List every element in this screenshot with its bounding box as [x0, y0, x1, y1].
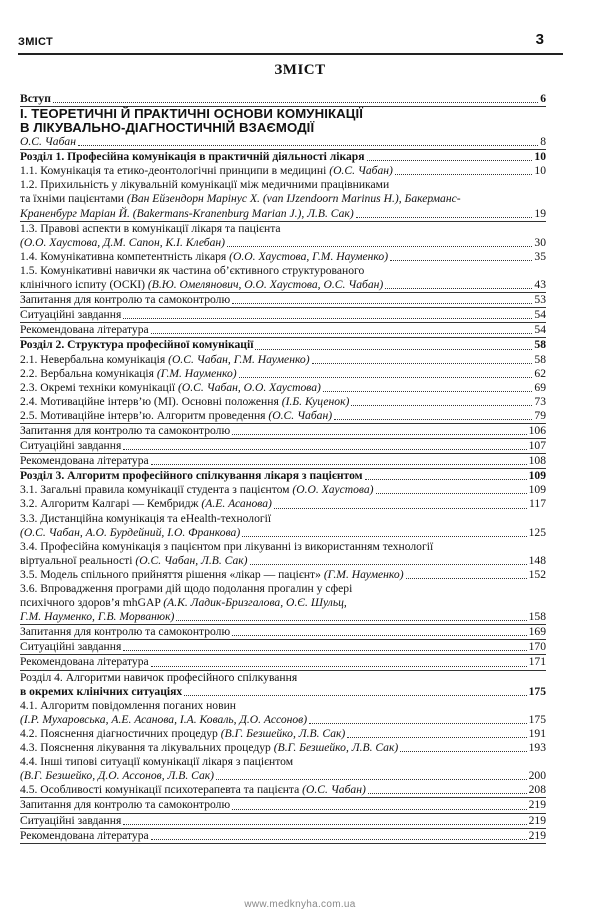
dot-leader [151, 464, 527, 465]
toc-entry[interactable] [20, 568, 546, 582]
toc-entry-text [20, 222, 281, 235]
table-of-contents [20, 92, 546, 844]
toc-entry-text [20, 596, 347, 609]
toc-entry-text [20, 814, 121, 828]
dot-leader [351, 405, 532, 406]
toc-entry-title: Рекомендована література [20, 828, 149, 842]
toc-entry-title: Запитання для контролю та самоконтролю [20, 798, 231, 812]
dot-leader [390, 260, 532, 261]
toc-entry-title: 4.3. Пояснення лікування та лікувальних процедур [20, 741, 274, 755]
toc-entry-title: 2.1. Невербальна комунікація [20, 352, 169, 366]
toc-entry-text [20, 685, 182, 699]
toc-entry-title: 1.2. Прихильність у лікувальній комунікації між медичними працівниками [20, 178, 390, 192]
toc-entry-page: 109 [528, 469, 546, 483]
toc-entry-authors: (О.О. Хаустова, Д.М. Сапон, К.І. Клебан) [20, 235, 226, 249]
toc-entry-title: Рекомендована література [20, 454, 149, 468]
toc-entry-title: Розділ 3. Алгоритм професійного спілкування лікаря з пацієнтом [20, 469, 363, 483]
toc-entry-title: 1.3. Правові аспекти в комунікації лікаря та пацієнта [20, 221, 281, 235]
toc-entry-page: 175 [528, 684, 546, 698]
toc-entry-title: 4.5. Особливості комунікації психотерапевта та пацієнта [20, 783, 303, 797]
dot-leader [309, 723, 527, 724]
toc-entry-text [20, 207, 354, 221]
toc-entry[interactable] [20, 829, 546, 844]
page-number: 3 [535, 31, 544, 48]
toc-line [20, 512, 546, 526]
toc-entry-authors: (О.С. Чабан) [268, 408, 333, 422]
toc-entry-text [20, 582, 352, 595]
toc-entry-page: 158 [528, 610, 546, 624]
toc-entry-title: 3.4. Професійна комунікація з пацієнтом при лікуванні із використанням технології [20, 539, 434, 553]
toc-entry-authors: (О.С. Чабан, О.О. Хаустова) [178, 380, 321, 394]
toc-entry-text [20, 610, 174, 624]
toc-entry[interactable] [20, 381, 546, 395]
toc-entry-title: Запитання для контролю та самоконтролю [20, 423, 231, 437]
dot-leader [274, 508, 527, 509]
page-title: ЗМІСТ [274, 62, 326, 78]
toc-entry[interactable] [20, 483, 546, 497]
toc-entry-text [20, 568, 404, 582]
toc-entry-authors: (О.С. Чабан, Л.В. Сак) [135, 553, 248, 567]
part-heading [20, 107, 546, 135]
dot-leader [232, 434, 526, 435]
toc-entry[interactable] [20, 727, 546, 741]
toc-entry[interactable] [20, 554, 546, 568]
toc-entry-title: клінічного іспиту (ОСКІ) [20, 278, 148, 292]
toc-entry-text [20, 323, 149, 337]
toc-entry-page: 53 [534, 293, 546, 307]
toc-entry-title: психічного здоров’я mhGAP [20, 596, 164, 610]
dot-leader [400, 751, 526, 752]
toc-entry-title: 3.6. Впровадження програми дій щодо подолання прогалин у сфері [20, 582, 353, 595]
toc-entry-authors: (В.Г. Безшейко, Д.О. Ассонов, Л.В. Сак) [20, 769, 215, 783]
dot-leader [53, 102, 538, 103]
toc-entry-page: 191 [528, 726, 546, 740]
dot-leader [367, 160, 533, 161]
toc-entry-authors: (І.Р. Мухаровська, А.Е. Асанова, І.А. Коваль, Д.О. Ассонов) [20, 712, 308, 726]
footer-url: www.medknyha.com.ua [244, 899, 356, 910]
toc-entry[interactable] [20, 439, 546, 454]
dot-leader [176, 620, 526, 621]
toc-entry-authors: (Ван Ейзендорн Марінус Х. (van IJzendoorn Marinus H.), Бакерманс- [126, 192, 461, 206]
toc-entry[interactable] [20, 250, 546, 264]
toc-entry-title: Рекомендована література [20, 655, 149, 669]
dot-leader [365, 479, 527, 480]
dot-leader [334, 419, 532, 420]
toc-entry-authors: Краненбург Маріан Й. (Bakermans-Kranenburg Marian J.), Л.В. Сак) [20, 206, 354, 220]
toc-entry[interactable] [20, 236, 546, 250]
toc-entry-text [20, 699, 236, 712]
dot-leader [123, 449, 526, 450]
dot-leader [184, 695, 526, 696]
toc-entry-text [20, 381, 321, 395]
toc-entry-text [20, 512, 271, 525]
dot-leader [123, 318, 532, 319]
toc-entry[interactable] [20, 526, 546, 540]
toc-entry-title: 3.5. Модель спільного прийняття рішення «лікар — пацієнт» [20, 567, 324, 581]
toc-entry-page: 54 [534, 323, 546, 337]
toc-entry-authors: О.С. Чабан [20, 135, 76, 149]
toc-entry-text [20, 625, 230, 639]
dot-leader [78, 145, 538, 146]
dot-leader [151, 666, 527, 667]
toc-entry-page: 219 [528, 798, 546, 812]
toc-entry[interactable] [20, 135, 546, 150]
toc-entry-page: 43 [534, 278, 546, 292]
toc-entry[interactable] [20, 685, 546, 699]
toc-entry-text [20, 640, 121, 654]
toc-entry-text [20, 454, 149, 468]
toc-entry-title: Розділ 2. Структура професійної комунікації [20, 338, 254, 352]
toc-entry-title: 1.1. Комунікація та етико-деонтологічні принципи в медицині [20, 164, 330, 178]
dot-leader [216, 779, 527, 780]
toc-entry-title: Рекомендована література [20, 323, 149, 337]
toc-entry[interactable] [20, 741, 546, 755]
toc-entry-text [20, 439, 121, 453]
dot-leader [376, 493, 527, 494]
toc-entry-title: Ситуаційні завдання [20, 813, 122, 827]
toc-entry-authors: (І.Б. Куценок) [281, 394, 350, 408]
toc-entry[interactable] [20, 92, 546, 107]
dot-leader [151, 333, 533, 334]
toc-entry-page: 208 [528, 783, 546, 797]
toc-entry-title: та їхніми пацієнтами [20, 192, 127, 206]
toc-entry[interactable] [20, 164, 546, 178]
toc-entry-page: 148 [528, 553, 546, 567]
toc-entry-page: 8 [540, 135, 546, 149]
toc-entry[interactable] [20, 454, 546, 469]
running-header [18, 30, 550, 58]
toc-entry-text [20, 483, 374, 497]
toc-entry-text [20, 150, 365, 164]
header-rule [18, 53, 563, 55]
dot-leader [242, 536, 526, 537]
toc-entry[interactable] [20, 293, 546, 308]
toc-entry-title: в окремих клінічних ситуаціях [20, 684, 183, 698]
toc-entry-text [20, 769, 214, 783]
toc-entry-title: 2.3. Окремі техніки комунікації [20, 380, 179, 394]
toc-entry-text [20, 178, 389, 191]
toc-entry-text [20, 278, 383, 292]
toc-entry-title: Ситуаційні завдання [20, 308, 122, 322]
dot-leader [123, 824, 526, 825]
toc-entry-text [20, 655, 149, 669]
toc-entry-page: 58 [534, 352, 546, 366]
toc-line [20, 222, 546, 236]
toc-entry-text [20, 829, 149, 843]
toc-entry[interactable] [20, 353, 546, 367]
toc-entry-page: 117 [529, 497, 546, 511]
dot-leader [232, 635, 526, 636]
toc-entry-text [20, 293, 230, 307]
toc-entry-title: 3.3. Дистанційна комунікація та eHealth-технології [20, 511, 272, 525]
toc-entry-text [20, 192, 461, 205]
toc-entry[interactable] [20, 497, 546, 511]
toc-entry-text [20, 409, 332, 423]
toc-entry[interactable] [20, 308, 546, 323]
toc-entry-authors: (О.О. Хаустова, Г.М. Науменко) [229, 249, 389, 263]
toc-entry-title: Розділ 1. Професійна комунікація в практичній діяльності лікаря [20, 150, 365, 164]
toc-entry-title: віртуальної реальності [20, 553, 136, 567]
toc-entry-page: 107 [528, 439, 546, 453]
toc-entry-page: 170 [528, 640, 546, 654]
dot-leader [385, 288, 532, 289]
toc-entry-text [20, 264, 364, 277]
toc-entry[interactable] [20, 278, 546, 293]
dot-leader [395, 174, 533, 175]
toc-entry-page: 171 [528, 655, 546, 669]
toc-entry-title: 1.5. Комунікативні навички як частина об’єктивного структурованого [20, 263, 365, 277]
toc-entry-page: 69 [534, 380, 546, 394]
toc-line [20, 178, 546, 192]
dot-leader [356, 217, 533, 218]
toc-entry-page: 73 [534, 394, 546, 408]
toc-entry-title: Ситуаційні завдання [20, 439, 122, 453]
toc-entry-authors: Г.М. Науменко, Г.В. Морванюк) [20, 610, 175, 624]
dot-leader [255, 349, 532, 350]
toc-entry-page: 219 [528, 813, 546, 827]
toc-entry-authors: (А.К. Ладик-Бризгалова, О.Є. Шульц, [163, 596, 347, 610]
toc-entry-text [20, 713, 307, 727]
toc-entry-page: 19 [534, 206, 546, 220]
dot-leader [239, 377, 533, 378]
toc-entry-title: 2.4. Мотиваційне інтерв’ю (МІ). Основні положення [20, 394, 282, 408]
toc-entry-authors: (О.О. Хаустова) [292, 483, 374, 497]
toc-entry-title: 2.5. Мотиваційне інтерв’ю. Алгоритм проведення [20, 408, 269, 422]
toc-entry[interactable] [20, 409, 546, 424]
running-header-section: ЗМІСТ [18, 36, 53, 48]
toc-entry-title: 1.4. Комунікативна компетентність лікаря [20, 249, 230, 263]
toc-entry[interactable] [20, 769, 546, 783]
toc-entry[interactable] [20, 395, 546, 409]
toc-entry-title: Запитання для контролю та самоконтролю [20, 293, 231, 307]
toc-entry-page: 152 [528, 567, 546, 581]
toc-entry[interactable] [20, 424, 546, 439]
dot-leader [123, 650, 526, 651]
toc-entry-page: 35 [534, 249, 546, 263]
toc-entry[interactable] [20, 625, 546, 640]
toc-entry-page: 175 [528, 712, 546, 726]
toc-line [20, 582, 546, 596]
toc-entry-authors: (Г.М. Науменко) [323, 567, 404, 581]
toc-entry-text [20, 236, 225, 250]
toc-entry-text [20, 164, 393, 178]
toc-entry-text [20, 250, 388, 264]
toc-entry-text [20, 135, 76, 149]
toc-line [20, 755, 546, 769]
toc-entry-text [20, 497, 272, 511]
toc-entry-text [20, 783, 366, 797]
toc-entry-page: 125 [528, 525, 546, 539]
toc-entry-title: 3.1. Загальні правила комунікації студента з пацієнтом [20, 483, 293, 497]
toc-entry-text [20, 395, 349, 409]
dot-leader [227, 246, 532, 247]
toc-entry[interactable] [20, 338, 546, 352]
dot-leader [232, 809, 526, 810]
toc-entry-title: 4.2. Пояснення діагностичних процедур [20, 726, 221, 740]
toc-entry-text [20, 741, 398, 755]
toc-entry[interactable] [20, 814, 546, 829]
toc-entry-page: 106 [528, 423, 546, 437]
toc-entry-title: 2.2. Вербальна комунікація [20, 366, 157, 380]
dot-leader [368, 793, 527, 794]
toc-entry-text [20, 308, 121, 322]
toc-entry-page: 108 [528, 454, 546, 468]
toc-entry-page: 109 [528, 483, 546, 497]
toc-entry-page: 219 [528, 828, 546, 842]
toc-entry-text [20, 526, 240, 540]
toc-line [20, 596, 546, 610]
dot-leader [406, 578, 527, 579]
toc-entry-authors: (А.Е. Асанова) [201, 497, 272, 511]
toc-entry-page: 200 [528, 769, 546, 783]
toc-entry[interactable] [20, 367, 546, 381]
toc-entry-page: 58 [534, 338, 546, 352]
toc-entry[interactable] [20, 469, 546, 483]
toc-entry[interactable] [20, 610, 546, 625]
toc-line [20, 671, 546, 685]
toc-entry[interactable] [20, 798, 546, 813]
toc-entry-text [20, 424, 230, 438]
toc-entry-authors: (О.С. Чабан, Г.М. Науменко) [168, 352, 310, 366]
toc-entry-text [20, 540, 433, 553]
toc-entry-page: 30 [534, 235, 546, 249]
part-heading-line: І. ТЕОРЕТИЧНІ Й ПРАКТИЧНІ ОСНОВИ КОМУНІКАЦІЇ [20, 106, 363, 122]
toc-entry-authors: (О.С. Чабан, А.О. Бурдейний, І.О. Франкова) [20, 525, 241, 539]
toc-line [20, 192, 546, 206]
dot-leader [232, 303, 532, 304]
toc-entry-title: Вступ [20, 92, 51, 105]
toc-entry-title: Запитання для контролю та самоконтролю [20, 625, 231, 639]
toc-entry-authors: (Г.М. Науменко) [156, 366, 237, 380]
toc-entry-title: 4.4. Інші типові ситуації комунікації лікаря з пацієнтом [20, 755, 294, 769]
toc-entry-text [20, 554, 248, 568]
toc-entry-text [20, 338, 253, 352]
toc-entry-title: Розділ 4. Алгоритми навичок професійного спілкування [20, 670, 298, 684]
toc-entry-text [20, 367, 237, 381]
toc-entry-title: Ситуаційні завдання [20, 640, 122, 654]
toc-entry[interactable] [20, 323, 546, 338]
toc-entry-page: 62 [534, 366, 546, 380]
dot-leader [151, 839, 527, 840]
toc-entry-text [20, 755, 293, 768]
toc-line [20, 699, 546, 713]
toc-entry-title: 3.2. Алгоритм Калгарі — Кембридж [20, 497, 202, 511]
toc-entry-page: 193 [528, 741, 546, 755]
toc-entry[interactable] [20, 207, 546, 222]
toc-line [20, 540, 546, 554]
toc-entry-page: 10 [534, 150, 546, 164]
toc-entry-authors: (В.Г. Безшейко, Л.В. Сак) [220, 726, 346, 740]
toc-entry[interactable] [20, 783, 546, 798]
toc-entry-page: 169 [528, 625, 546, 639]
toc-entry[interactable] [20, 713, 546, 727]
toc-entry-page: 10 [534, 164, 546, 178]
toc-entry-text [20, 671, 297, 684]
toc-entry[interactable] [20, 640, 546, 655]
part-heading-line: В ЛІКУВАЛЬНО-ДІАГНОСТИЧНІЙ ВЗАЄМОДІЇ [20, 120, 315, 136]
toc-entry-text [20, 92, 51, 106]
toc-entry-page: 6 [540, 92, 546, 105]
toc-entry-title: 4.1. Алгоритм повідомлення поганих новин [20, 698, 236, 712]
toc-entry-authors: (В.Ю. Омелянович, О.О. Хаустова, О.С. Чабан) [147, 278, 384, 292]
toc-entry-text [20, 798, 230, 812]
toc-entry-authors: (В.Г. Безшейко, Л.В. Сак) [273, 741, 399, 755]
dot-leader [323, 391, 532, 392]
toc-entry-text [20, 353, 310, 367]
dot-leader [250, 564, 527, 565]
dot-leader [347, 737, 526, 738]
toc-entry-page: 79 [534, 408, 546, 422]
toc-entry-authors: (О.С. Чабан) [329, 164, 393, 178]
toc-entry[interactable] [20, 150, 546, 164]
toc-entry-page: 54 [534, 308, 546, 322]
toc-line [20, 264, 546, 278]
dot-leader [312, 363, 533, 364]
toc-entry[interactable] [20, 655, 546, 670]
toc-entry-text [20, 727, 345, 741]
toc-entry-text [20, 469, 363, 483]
toc-entry-authors: (О.С. Чабан) [302, 783, 366, 797]
